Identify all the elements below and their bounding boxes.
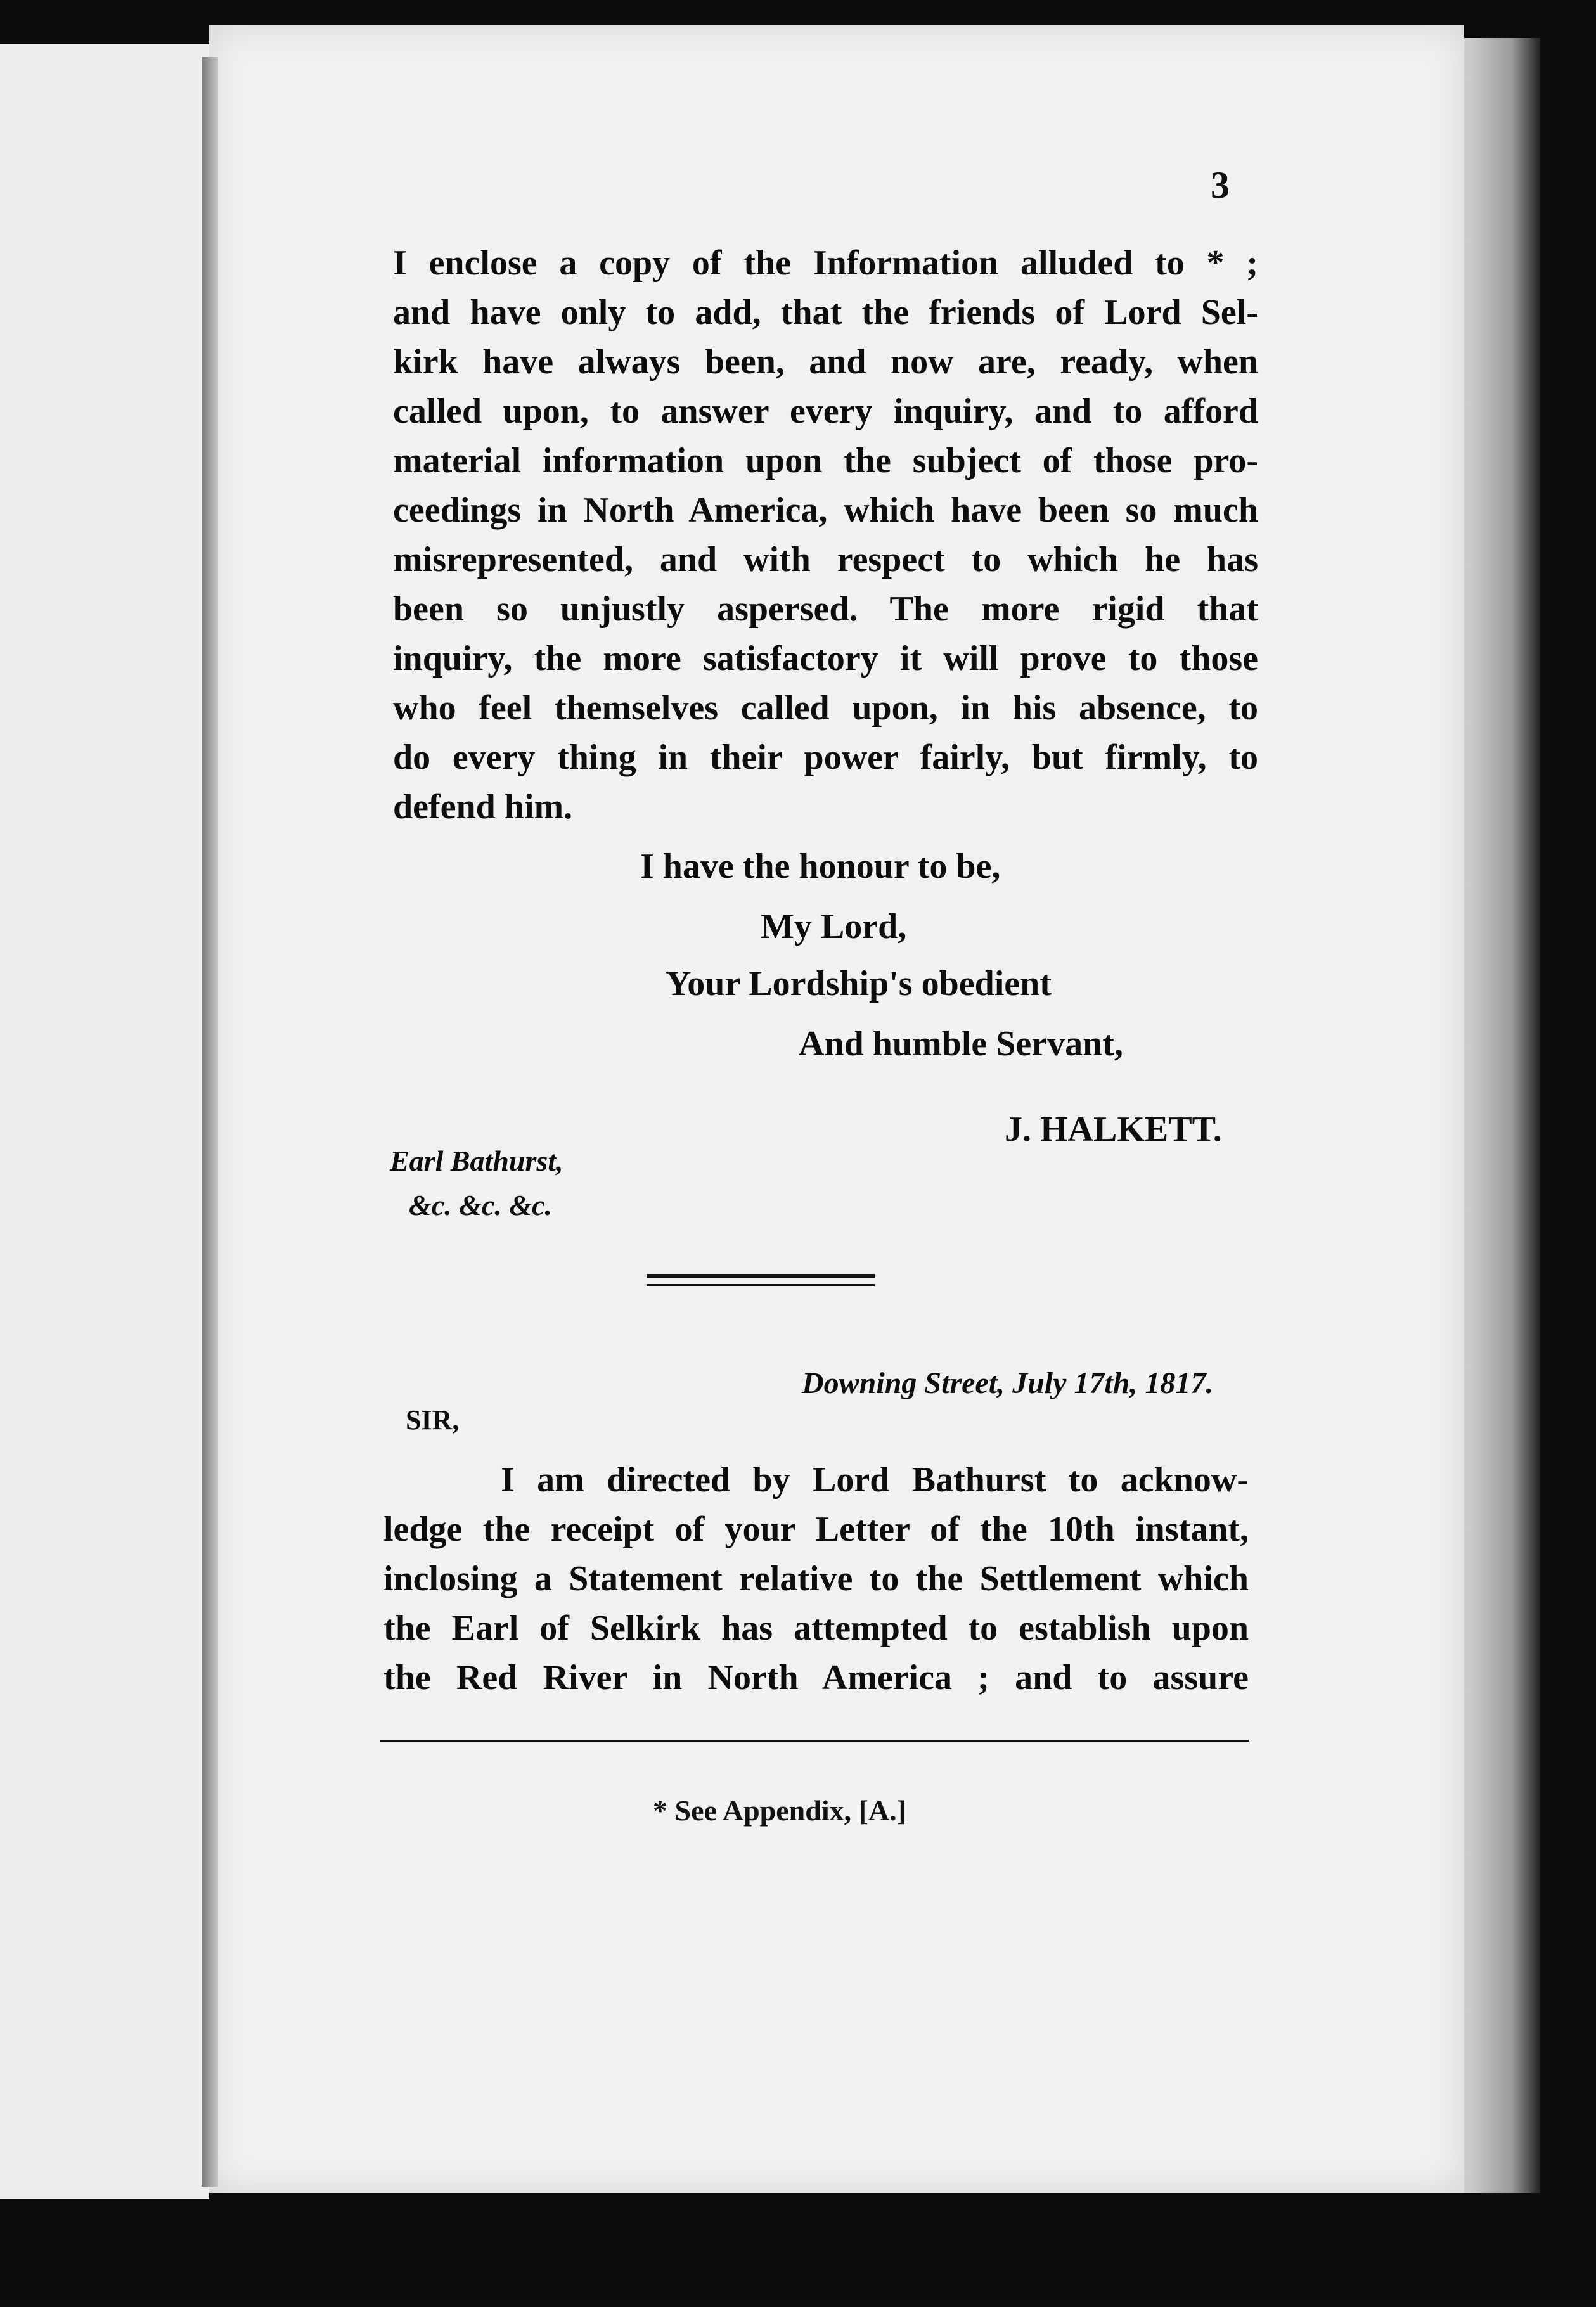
text-line: and have only to add, that the friends of Lord Sel- [393, 293, 1258, 332]
closing-line: I have the honour to be, [640, 847, 1001, 886]
text-line: inquiry, the more satisfactory it will prove to those [393, 639, 1258, 678]
text-line: kirk have always been, and now are, ready, when [393, 342, 1258, 382]
text-line: misrepresented, and with respect to which he has [393, 540, 1258, 579]
signature: J. HALKETT. [1005, 1110, 1222, 1149]
salutation: SIR, [406, 1404, 460, 1436]
text-line: defend him. [393, 787, 573, 826]
dateline: Downing Street, July 17th, 1817. [802, 1366, 1214, 1400]
addressee-etc: &c. &c. &c. [409, 1189, 553, 1221]
section-rule [647, 1274, 875, 1278]
footnote: * See Appendix, [A.] [653, 1794, 906, 1827]
text-line: I enclose a copy of the Information alluded to * ; [393, 243, 1258, 283]
closing-line: My Lord, [761, 907, 907, 946]
text-line: ledge the receipt of your Letter of the 10th instant, [383, 1510, 1249, 1549]
text-line: I am directed by Lord Bathurst to acknow- [501, 1460, 1249, 1500]
text-line: material information upon the subject of those pro- [393, 441, 1258, 480]
text-line: do every thing in their power fairly, but firmly, to [393, 738, 1258, 777]
text-line: been so unjustly aspersed. The more rigid that [393, 589, 1258, 629]
text-line: called upon, to answer every inquiry, and to afford [393, 392, 1258, 431]
closing-line: Your Lordship's obedient [666, 964, 1052, 1003]
facing-page-edge [0, 44, 209, 2199]
closing-line: And humble Servant, [799, 1024, 1123, 1064]
text-line: inclosing a Statement relative to the Settlement which [383, 1559, 1249, 1598]
text-line: the Red River in North America ; and to assure [383, 1658, 1249, 1697]
text-line: ceedings in North America, which have been so much [393, 491, 1258, 530]
book-gutter [202, 57, 218, 2187]
section-rule [647, 1284, 875, 1286]
footnote-rule [380, 1740, 1249, 1742]
addressee-name: Earl Bathurst, [390, 1145, 563, 1177]
text-line: the Earl of Selkirk has attempted to establish upon [383, 1609, 1249, 1648]
text-line: who feel themselves called upon, in his absence, to [393, 688, 1258, 728]
page-content [383, 0, 1268, 2307]
page-number: 3 [1211, 164, 1230, 206]
